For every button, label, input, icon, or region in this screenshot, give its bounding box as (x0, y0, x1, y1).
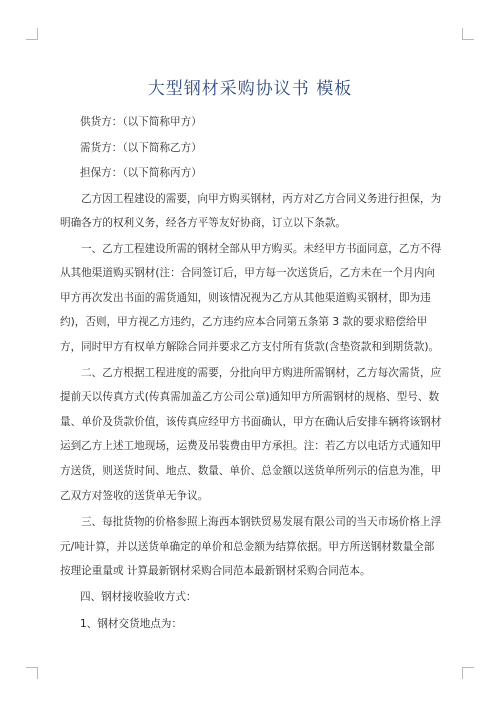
clause-4-heading: 四、钢材接收验收方式： (80, 591, 197, 603)
intro-paragraph: 乙方因工程建设的需要，向甲方购买钢材，丙方对乙方合同义务进行担保，为明确各方的权利义务，经各方平等友好协商，订立以下条款。 (60, 192, 442, 230)
clause-2-paragraph: 二、乙方根据工程进度的需要，分批向甲方购进所需钢材，乙方每次需货，应提前天以传真方式(传真需加盖乙方公司公章)通知甲方所需钢材的规格、型号、数量、单价及货款价值，该传真应经甲方书面确认，甲方在确认后安排车辆将该钢材运到乙方上述工地现场，运费及吊装费由甲方承担。注：若乙方以电话方式通知甲方送货，则送货时间、地点、数量、单价、总金额以送货单所列示的信息为准，甲乙双方对签收的送货单无争议。 (60, 366, 442, 502)
page-corner-mark-top-right (462, 28, 474, 40)
party-guarantor: 担保方：（以下简称丙方） (80, 167, 202, 179)
page-corner-mark-bottom-left (26, 667, 38, 679)
page-corner-mark-bottom-right (462, 667, 474, 679)
clause-3-paragraph: 三、每批货物的价格参照上海西本钢铁贸易发展有限公司的当天市场价格上浮元/吨计算，并以送货单确定的单价和总金额为结算依据。甲方所送钢材数量全部按理论重量或 计算最新钢材采购合同范本最新钢材采购合同范本。 (60, 516, 442, 578)
party-buyer: 需货方：（以下简称乙方） (80, 141, 202, 154)
clause-4-item-1: 1、钢材交货地点为： (80, 617, 183, 630)
party-supplier: 供货方：（以下简称甲方） (80, 116, 202, 128)
clause-1-paragraph: 一、乙方工程建设所需的钢材全部从甲方购买。未经甲方书面同意，乙方不得从其他渠道购买钢材(注：合同签订后，甲方每一次送货后，乙方未在一个月内向甲方再次发出书面的需货通知，则该情况视为乙方从其他渠道购买钢材，即为违约)，否则，甲方视乙方违约，乙方违约应本合同第五条第 3 款的要求赔偿给甲方，同时甲方有权单方解除合同并要求乙方支付所有货款(含垫资款和到期货款)。 (60, 242, 442, 354)
document-body (60, 110, 442, 637)
page-corner-mark-top-left (26, 28, 38, 40)
document-title: 大型钢材采购协议书 模板 (147, 79, 353, 100)
